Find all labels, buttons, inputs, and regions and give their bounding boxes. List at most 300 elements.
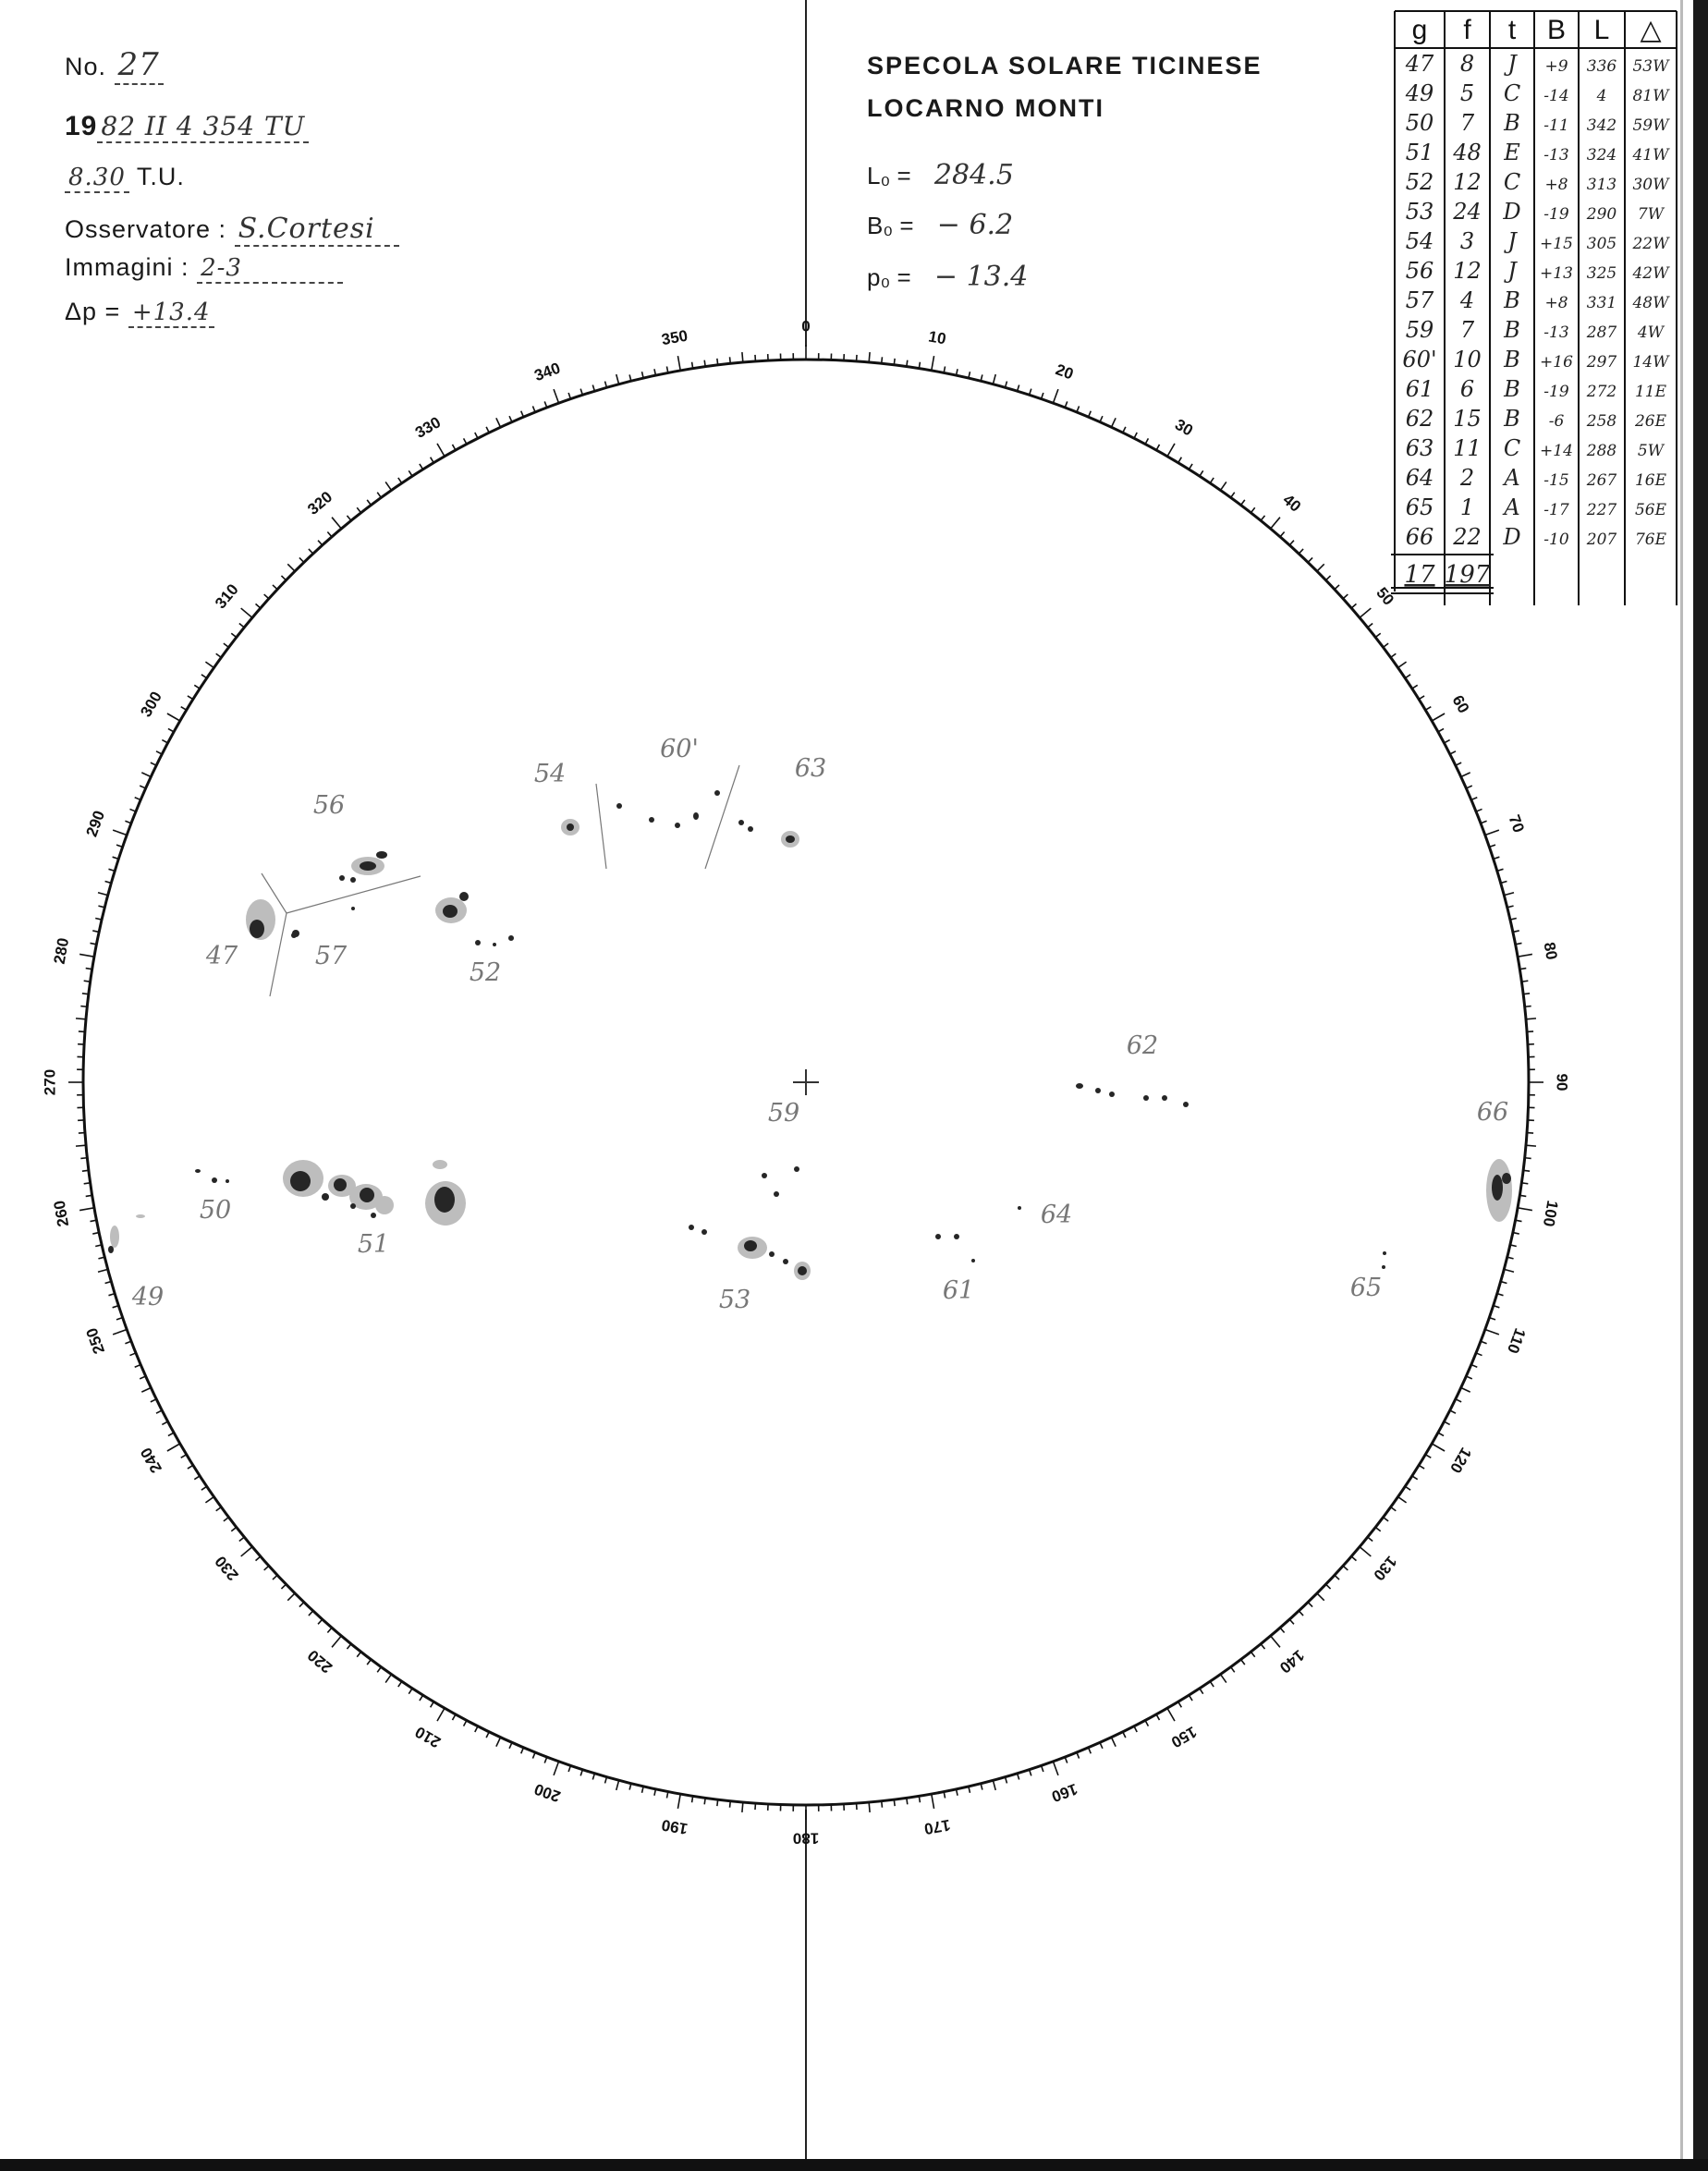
table-cell: 7W: [1637, 205, 1665, 224]
degree-tick: [437, 1708, 445, 1721]
degree-tick: [327, 532, 332, 537]
degree-tick: [1405, 675, 1410, 678]
degree-label: 250: [82, 1325, 109, 1357]
degree-label: 60: [1448, 692, 1473, 716]
degree-tick: [241, 608, 252, 617]
degree-tick: [367, 500, 371, 506]
table-cell: 324: [1586, 146, 1617, 165]
degree-tick: [409, 1689, 412, 1694]
table-cell: 287: [1586, 323, 1617, 342]
sunspot-umbra: [360, 861, 376, 871]
param-p0-value: − 13.4: [933, 261, 1029, 293]
sunspot-umbra: [693, 812, 699, 820]
table-cell: +16: [1540, 353, 1573, 372]
degree-tick: [1123, 1732, 1126, 1738]
sunspot-umbra: [794, 1166, 799, 1172]
degree-label: 30: [1172, 415, 1196, 440]
degree-label: 330: [411, 413, 445, 442]
scan-edge-bottom: [0, 2159, 1708, 2171]
table-cell: +13: [1540, 264, 1573, 283]
table-cell: -6: [1548, 412, 1565, 431]
sunspot-umbra: [675, 823, 680, 828]
table-cell: 59W: [1632, 116, 1669, 135]
degree-tick: [1489, 845, 1495, 847]
degree-tick: [1299, 549, 1303, 554]
degree-tick: [156, 1410, 162, 1413]
degree-tick: [1398, 1497, 1407, 1503]
degree-tick: [1351, 1556, 1356, 1561]
degree-tick: [1221, 482, 1226, 490]
degree-tick: [84, 981, 91, 982]
degree-tick: [1156, 445, 1159, 450]
degree-tick: [730, 357, 731, 363]
table-cell: -14: [1543, 87, 1569, 105]
table-cell: -19: [1543, 383, 1569, 401]
sunspot-umbra: [1502, 1173, 1511, 1184]
table-cell: 5: [1459, 80, 1475, 106]
table-cell: B: [1504, 317, 1520, 343]
degree-tick: [168, 728, 174, 731]
group-label-53: 53: [718, 1286, 751, 1314]
degree-tick: [1111, 1738, 1116, 1747]
group-label-47: 47: [205, 942, 238, 970]
degree-tick: [281, 576, 286, 580]
param-B0-label: B₀ =: [867, 212, 914, 239]
degree-tick: [894, 1799, 895, 1806]
degree-tick: [580, 1770, 582, 1776]
group-label-49: 49: [131, 1283, 165, 1311]
degree-label: 150: [1167, 1723, 1201, 1751]
degree-tick: [554, 1762, 558, 1775]
sunspot-umbra: [744, 1240, 757, 1251]
degree-tick: [256, 604, 261, 608]
degree-tick: [1485, 1329, 1499, 1334]
degree-tick: [1521, 981, 1528, 982]
table-cell: 42W: [1632, 264, 1669, 283]
sunspot-umbra: [508, 935, 514, 941]
table-cell: 10: [1453, 347, 1482, 372]
degree-tick: [1308, 1603, 1312, 1607]
table-cell: 11: [1453, 435, 1482, 461]
table-cell: 64: [1405, 465, 1434, 491]
param-p0-label: p₀ =: [867, 263, 911, 291]
table-cell: 336: [1586, 57, 1617, 76]
sunspot-group-63: [738, 820, 799, 848]
sunspot-drawings: [108, 765, 1512, 1280]
degree-tick: [332, 518, 341, 529]
table-cell: D: [1503, 199, 1521, 225]
degree-tick: [231, 633, 237, 637]
sunspot-umbra: [689, 1225, 694, 1230]
degree-tick: [1485, 830, 1499, 835]
degree-tick: [1456, 1399, 1461, 1402]
table-cell: 3: [1459, 228, 1475, 254]
table-cell: +15: [1540, 235, 1573, 253]
degree-label: 180: [792, 1829, 820, 1848]
degree-tick: [1438, 1433, 1444, 1435]
degree-tick: [309, 1611, 313, 1616]
degree-tick: [116, 1318, 123, 1320]
degree-label: 0: [801, 317, 811, 335]
group-label-56: 56: [312, 791, 346, 820]
table-cell: 305: [1586, 235, 1617, 253]
sunspot-umbra: [616, 803, 622, 809]
table-cell: 57: [1405, 287, 1434, 313]
degree-tick: [287, 564, 295, 571]
scan-edge-right: [1693, 0, 1708, 2171]
table-cell: 5W: [1637, 442, 1665, 460]
table-cell: 30W: [1632, 176, 1669, 194]
degree-tick: [1156, 1714, 1159, 1720]
degree-tick: [239, 623, 244, 627]
degree-tick: [717, 1799, 718, 1806]
table-cell: 14W: [1632, 353, 1669, 372]
degree-tick: [1189, 464, 1192, 470]
table-cell: -13: [1543, 323, 1569, 342]
degree-tick: [377, 493, 381, 498]
sunspot-umbra: [714, 790, 720, 796]
sunspot-penumbra: [375, 1196, 394, 1214]
table-header-4: L: [1593, 15, 1610, 45]
sunspot-umbra: [334, 1178, 347, 1191]
table-cell: -17: [1543, 501, 1569, 519]
degree-tick: [1326, 1584, 1331, 1589]
degree-label: 310: [211, 580, 242, 613]
sunspot-umbra: [649, 817, 654, 823]
sunspot-group-53: [689, 1225, 811, 1280]
degree-tick: [98, 1269, 108, 1272]
table-cell: -13: [1543, 146, 1569, 165]
sunspot-umbra: [212, 1177, 217, 1183]
table-cell: 258: [1586, 412, 1617, 431]
degree-tick: [1425, 1455, 1431, 1458]
degree-tick: [1053, 1762, 1057, 1775]
degree-tick: [692, 1796, 693, 1802]
degree-tick: [1398, 662, 1407, 667]
degree-tick: [1289, 1619, 1294, 1624]
sunspot-umbra: [195, 1169, 201, 1173]
degree-tick: [205, 662, 214, 667]
table-cell: D: [1503, 524, 1521, 550]
degree-label: 280: [50, 936, 73, 966]
table-cell: +8: [1544, 176, 1568, 194]
table-cell: 48W: [1632, 294, 1669, 312]
degree-tick: [1525, 1158, 1531, 1159]
degree-tick: [409, 470, 412, 476]
degree-tick: [486, 1732, 489, 1738]
degree-label: 240: [137, 1444, 165, 1477]
degree-tick: [1200, 470, 1203, 476]
degree-label: 80: [1540, 940, 1561, 961]
degree-tick: [264, 1566, 269, 1570]
degree-tick: [1384, 1518, 1389, 1521]
degree-tick: [287, 1593, 295, 1601]
table-cell: J: [1507, 228, 1517, 254]
degree-tick: [1053, 389, 1057, 403]
table-cell: 288: [1586, 442, 1617, 460]
degree-tick: [1231, 493, 1235, 498]
degree-tick: [1444, 740, 1449, 743]
degree-tick: [216, 653, 222, 657]
degree-tick: [231, 1527, 237, 1531]
degree-tick: [1375, 633, 1381, 637]
degree-tick: [554, 389, 558, 403]
degree-tick: [385, 482, 391, 490]
degree-tick: [1289, 541, 1294, 545]
degree-tick: [1523, 1170, 1530, 1171]
sunspot-group-52: [435, 892, 514, 946]
degree-tick: [1519, 1195, 1526, 1196]
degree-tick: [1241, 500, 1245, 506]
degree-label: 290: [82, 808, 109, 839]
table-cell: -19: [1543, 205, 1569, 224]
sunspot-umbra: [339, 875, 345, 881]
degree-tick: [1360, 1547, 1371, 1556]
degree-tick: [181, 1455, 187, 1458]
sunspot-umbra: [1183, 1102, 1189, 1107]
sunspot-penumbra: [433, 1160, 447, 1169]
degree-tick: [194, 1476, 200, 1480]
degree-tick: [1412, 685, 1418, 689]
table-cell: 267: [1586, 471, 1617, 490]
degree-label: 340: [531, 359, 563, 385]
degree-tick: [318, 1619, 323, 1624]
table-cell: 22W: [1632, 235, 1669, 253]
degree-tick: [420, 464, 423, 470]
degree-tick: [1250, 507, 1254, 513]
degree-tick: [151, 1399, 156, 1402]
degree-tick: [437, 444, 445, 457]
sunspot-umbra: [738, 820, 744, 825]
degree-tick: [76, 1018, 86, 1019]
degree-tick: [742, 352, 743, 362]
degree-tick: [1189, 1695, 1192, 1701]
degree-tick: [1425, 707, 1431, 711]
degree-tick: [1504, 1269, 1514, 1272]
table-cell: 331: [1586, 294, 1617, 312]
degree-tick: [1308, 557, 1312, 562]
degree-tick: [167, 1444, 180, 1451]
group-label-50: 50: [199, 1196, 232, 1225]
degree-tick: [1461, 1387, 1470, 1392]
degree-tick: [1280, 532, 1285, 537]
degree-tick: [1450, 1410, 1456, 1413]
degree-tick: [1167, 1708, 1175, 1721]
sunspot-umbra: [371, 1213, 376, 1218]
table-header-5: △: [1640, 15, 1662, 45]
degree-tick: [1134, 433, 1137, 438]
table-cell: -11: [1543, 116, 1569, 135]
sunspot-umbra: [376, 851, 387, 859]
degree-tick: [1250, 1652, 1254, 1657]
degree-tick: [1391, 653, 1397, 657]
degree-tick: [1519, 969, 1526, 970]
degree-label: 170: [922, 1815, 952, 1838]
degree-tick: [1489, 1318, 1495, 1320]
table-cell: 7: [1459, 110, 1475, 136]
sunspot-group-56: [339, 851, 387, 883]
degree-tick: [1030, 1770, 1031, 1776]
group-label-51: 51: [357, 1230, 390, 1259]
sunspot-umbra: [762, 1173, 767, 1178]
table-cell: 62: [1405, 406, 1434, 432]
degree-tick: [79, 954, 94, 957]
table-cell: 342: [1586, 116, 1617, 135]
group-label-54: 54: [533, 760, 567, 788]
degree-tick: [385, 1675, 391, 1683]
degree-tick: [1518, 954, 1532, 957]
table-cell: C: [1503, 169, 1521, 195]
degree-tick: [116, 845, 123, 847]
sunspot-umbra: [774, 1191, 779, 1197]
degree-tick: [1525, 1006, 1531, 1007]
degree-tick: [869, 1802, 870, 1812]
table-cell: 22: [1453, 524, 1482, 550]
table-total: 17: [1404, 561, 1435, 589]
degree-tick: [113, 1306, 119, 1308]
table-cell: 51: [1405, 140, 1434, 165]
degree-tick: [496, 1738, 501, 1747]
table-cell: C: [1503, 435, 1521, 461]
table-cell: 56: [1405, 258, 1434, 284]
degree-tick: [1412, 1476, 1418, 1480]
degree-tick: [188, 1465, 193, 1469]
observer-label: Osservatore :: [65, 215, 227, 243]
group-label-66: 66: [1476, 1098, 1509, 1127]
table-cell: 56E: [1634, 501, 1667, 519]
sunspot-umbra: [350, 877, 356, 883]
sheet-number-label: No.: [65, 53, 107, 80]
degree-tick: [1351, 604, 1356, 608]
degree-tick: [1438, 728, 1444, 731]
degree-tick: [1526, 1018, 1536, 1019]
degree-tick: [730, 1801, 731, 1808]
degree-tick: [907, 360, 908, 367]
degree-tick: [194, 685, 200, 689]
table-cell: 81W: [1632, 87, 1669, 105]
degree-tick: [239, 1537, 244, 1541]
degree-tick: [568, 393, 570, 399]
degree-tick: [281, 1584, 286, 1589]
degree-tick: [692, 362, 693, 369]
degree-tick: [568, 1765, 570, 1772]
degree-tick: [1335, 1575, 1339, 1579]
table-cell: +9: [1544, 57, 1568, 76]
table-cell: 59: [1405, 317, 1434, 343]
table-cell: 76E: [1634, 531, 1667, 549]
delta-p-label: Δp =: [65, 298, 121, 325]
degree-tick: [1494, 1306, 1500, 1308]
degree-tick: [151, 762, 156, 765]
table-cell: +14: [1540, 442, 1573, 460]
group-label-61: 61: [942, 1276, 975, 1305]
sunspot-umbra: [1492, 1175, 1503, 1201]
sunspot-umbra: [290, 1171, 311, 1191]
table-header-3: B: [1546, 15, 1567, 45]
degree-tick: [1526, 1145, 1536, 1146]
table-cell: -10: [1543, 531, 1569, 549]
table-cell: 61: [1405, 376, 1434, 402]
group-label-59: 59: [767, 1099, 800, 1128]
degree-tick: [256, 1556, 261, 1561]
degree-label: 100: [1539, 1199, 1562, 1228]
degree-tick: [580, 389, 582, 396]
degree-tick: [420, 1695, 423, 1701]
table-header-0: g: [1411, 15, 1428, 45]
table-cell: 24: [1453, 199, 1482, 225]
time-value: 8.30: [65, 164, 129, 193]
sunspot-group-65: [1382, 1251, 1386, 1269]
group-label-52: 52: [469, 958, 502, 987]
sunspot-umbra: [786, 835, 795, 843]
table-cell: 60': [1402, 347, 1437, 372]
observatory-location: LOCARNO MONTI: [867, 94, 1104, 122]
group-label-62: 62: [1126, 1031, 1159, 1060]
degree-tick: [1178, 457, 1182, 463]
degree-tick: [1261, 1644, 1264, 1649]
degree-tick: [241, 1547, 252, 1556]
table-cell: 272: [1586, 383, 1617, 401]
degree-tick: [1030, 389, 1031, 396]
table-cell: 54: [1405, 228, 1434, 254]
degree-label: 90: [1553, 1073, 1571, 1092]
degree-tick: [367, 1660, 371, 1665]
degree-tick: [273, 1575, 277, 1579]
degree-tick: [264, 594, 269, 599]
degree-tick: [188, 696, 193, 700]
degree-tick: [932, 356, 934, 371]
table-cell: 6: [1459, 376, 1475, 402]
group-labels: [131, 735, 1508, 1314]
degree-tick: [1461, 773, 1470, 777]
sunspot-group-57: [291, 907, 355, 938]
degree-tick: [1210, 1681, 1214, 1687]
sunspot-umbra: [769, 1251, 775, 1257]
table-cell: 325: [1586, 264, 1617, 283]
degree-tick: [1145, 438, 1148, 444]
table-cell: J: [1507, 258, 1517, 284]
degree-tick: [1419, 1465, 1424, 1469]
degree-label: 190: [660, 1815, 689, 1838]
table-cell: 313: [1586, 176, 1617, 194]
degree-label: 300: [137, 688, 165, 721]
table-cell: 7: [1459, 317, 1475, 343]
degree-tick: [1432, 1444, 1445, 1451]
degree-tick: [882, 1801, 883, 1808]
table-cell: 53W: [1632, 57, 1669, 76]
degree-tick: [273, 585, 277, 590]
degree-label: 270: [41, 1068, 59, 1096]
sunspot-umbra: [1383, 1251, 1386, 1255]
degree-tick: [882, 357, 883, 363]
degree-tick: [464, 1720, 467, 1726]
degree-label: 130: [1370, 1552, 1401, 1584]
table-cell: A: [1504, 494, 1520, 520]
table-cell: 49: [1405, 80, 1434, 106]
degree-tick: [357, 507, 360, 513]
degree-tick: [181, 707, 187, 711]
degree-tick: [616, 374, 619, 384]
degree-label: 200: [531, 1779, 563, 1806]
degree-tick: [1123, 427, 1126, 433]
degree-tick: [141, 1387, 151, 1392]
degree-tick: [1210, 478, 1214, 483]
sunspot-penumbra: [136, 1214, 145, 1218]
sunspot-umbra: [798, 1266, 807, 1275]
degree-tick: [398, 1681, 402, 1687]
sunspot-group-60: [616, 765, 739, 869]
degree-tick: [431, 1701, 434, 1707]
